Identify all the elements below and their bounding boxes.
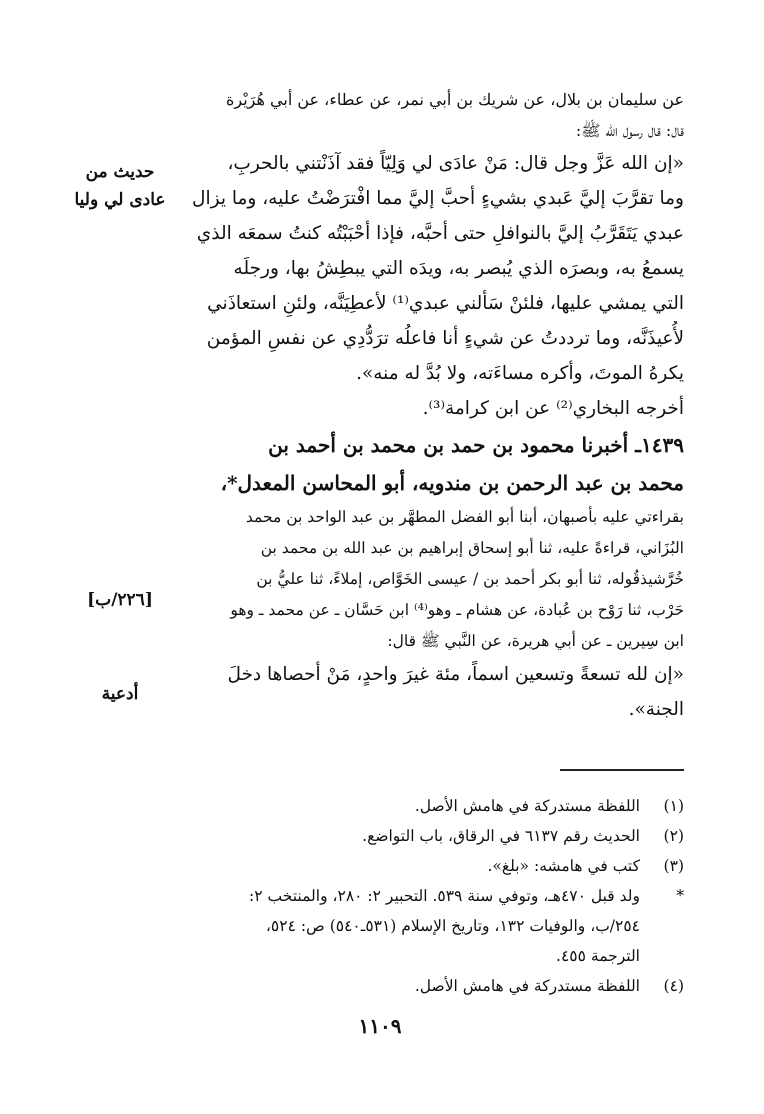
takhrij-line: أخرجه البخاري⁽²⁾ عن ابن كرامة⁽³⁾. [422, 398, 684, 419]
footnote-text: الحديث رقم ٦١٣٧ في الرقاق، باب التواضع. [362, 827, 640, 845]
footnote-number: (٣) [663, 857, 684, 875]
isnad-paragraph [180, 502, 684, 657]
footnote-text: ولد قبل ٤٧٠هـ، وتوفي سنة ٥٣٩. التحبير ٢: ٢٨٠، والمنتخب ٢: ٢٥٤/ب، والوفيات ١٣٢، وتاريخ الإسلام (٥٣١ـ٥٤٠) ص: ٥٢٤، الترجمة ٤٥٥. [249, 887, 640, 965]
hadith-line: الجنة». [628, 699, 684, 720]
chain-line: قال: قال رسول الله ﷺ: [575, 121, 684, 140]
hadith-line: «إن لله تسعةً وتسعين اسماً، مئة غيرَ واحدٍ، مَنْ أحصاها دخلَ [227, 664, 684, 685]
isnad-heading-line: محمد بن عبد الرحمن بن مندويه، أبو المحاسن المعدل*، [220, 471, 684, 495]
hadith-line: عبدي يَتَقَرَّبُ إليَّ بالنوافلِ حتى أحبَّه، فإذا أحْبَبْتُه كنتُ سمعَه الذي [196, 223, 684, 244]
footnote-star: * [676, 887, 684, 905]
hadith-line: وما تقرَّبَ إليَّ عَبدي بشيءٍ أحبَّ إليَّ مما افْترَضْتُ عليه، وما يزال [192, 188, 684, 209]
isnad-line: خُرَّشيذقُوله، ثنا أبو بكر أحمد بن / عيسى الخَوَّاص، إملاءً، ثنا عليُّ بن [256, 570, 684, 588]
footnote [60, 821, 684, 851]
margin-note-line: حديث من [85, 162, 155, 182]
isnad-heading-line: ١٤٣٩ـ أخبرنا محمود بن حمد بن محمد بن أحمد بن [268, 433, 684, 457]
chain-paragraph [180, 84, 684, 146]
hadith-line: يسمعُ به، وبصرَه الذي يُبصر به، ويدَه التي يبطِشُ بها، ورجلَه [233, 258, 684, 279]
margin-note-supplications: أدعية [101, 684, 139, 704]
footnote-number: (٢) [663, 827, 684, 845]
folio-marker: [٢٢٦/ب] [87, 590, 153, 610]
hadith-names-paragraph [180, 657, 684, 727]
page-number: ١١٠٩ [358, 1014, 402, 1038]
chain-line: عن سليمان بن بلال، عن شريك بن أبي نمر، عن عطاء، عن أبي هُرَيْرة [226, 90, 684, 109]
isnad-line: البُزَاني، قراءةً عليه، ثنا أبو إسحاق إبراهيم بن عبد الله بن محمد بن [260, 539, 684, 557]
margin-note-line: عادى لي وليا [74, 190, 166, 210]
footnote [60, 851, 684, 881]
isnad-line: بقراءتي عليه بأصبهان، أبنا أبو الفضل المطهَّر بن عبد الواحد بن محمد [245, 508, 684, 526]
footnote-text: كتب في هامشه: «بلغ». [487, 857, 640, 875]
hadith-wali-paragraph [180, 146, 684, 426]
footnote-number: (١) [663, 797, 684, 815]
isnad-heading [180, 426, 684, 502]
footnote-number: (٤) [663, 977, 684, 995]
footnote [60, 791, 684, 821]
hadith-line: التي يمشي عليها، فلئنْ سَألني عبدي⁽¹⁾ لأعطِيَنَّه، ولئنِ استعاذَني [207, 293, 684, 314]
footnote-separator [560, 769, 684, 771]
footnote [60, 971, 684, 1001]
hadith-line: يكرهُ الموتَ، وأكره مساءَته، ولا بُدَّ له منه». [356, 363, 684, 384]
footnotes [60, 791, 684, 1001]
isnad-line: حَرْب، ثنا رَوْح بن عُبادة، عن هشام ـ وهو⁽⁴⁾ ابن حَسَّان ـ عن محمد ـ وهو [230, 601, 684, 619]
isnad-line: ابن سِيرين ـ عن أبي هريرة، عن النَّبي ﷺ قال: [387, 632, 684, 650]
hadith-line: «إن الله عَزَّ وجل قال: مَنْ عادَى لي وَلِيّاً فقد آذَنْتني بالحربِ، [227, 153, 684, 174]
main-text-block [180, 84, 684, 727]
footnote-text: اللفظة مستدركة في هامش الأصل. [414, 977, 640, 995]
margin-note-wali [72, 158, 168, 214]
hadith-line: لأُعيذَنَّه، وما ترددتُ عن شيءٍ أنا فاعلُه ترَدُّدِي عن نفسِ المؤمن [206, 328, 684, 349]
footnote [60, 881, 684, 971]
footnote-text: اللفظة مستدركة في هامش الأصل. [414, 797, 640, 815]
